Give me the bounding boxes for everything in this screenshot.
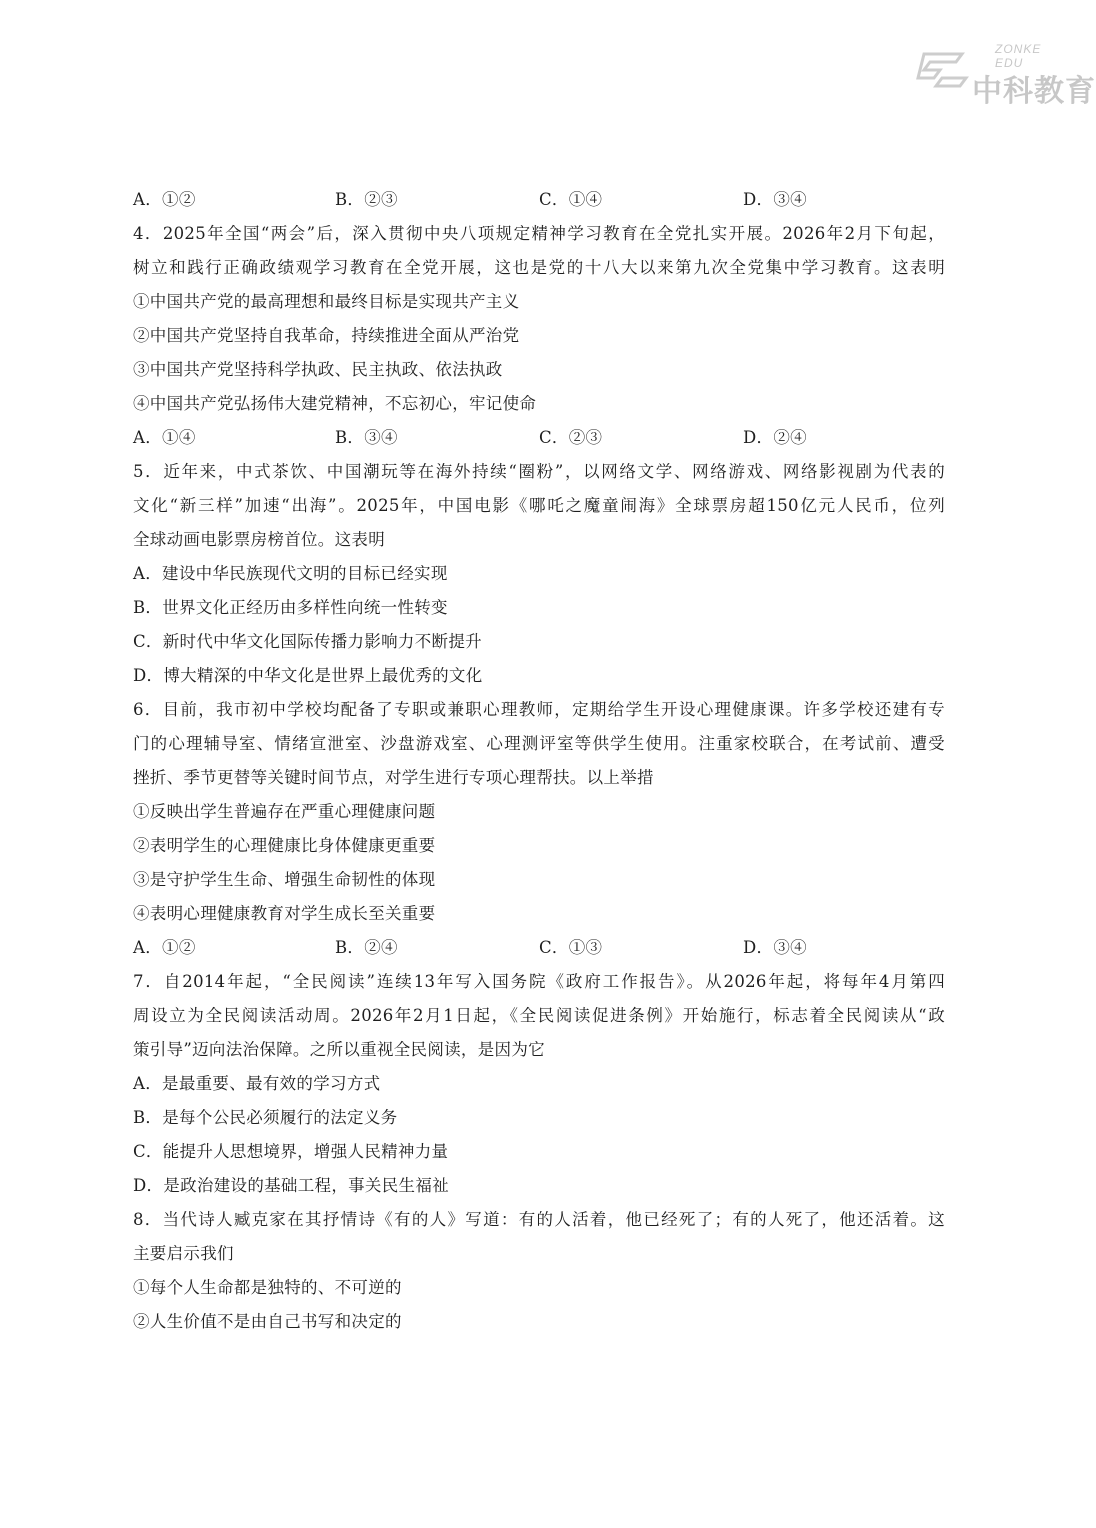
question-content bbox=[133, 183, 953, 1339]
text-line: ②中国共产党坚持自我革命，持续推进全面从严治党 bbox=[133, 326, 520, 345]
text-line: D．博大精深的中华文化是世界上最优秀的文化 bbox=[133, 666, 483, 685]
text-line: 周设立为全民阅读活动周。2026年2月1日起，《全民阅读促进条例》开始施行，标志着全民阅读从“政 bbox=[133, 1006, 945, 1025]
text-line: 6．目前，我市初中学校均配备了专职或兼职心理教师，定期给学生开设心理健康课。许多学校还建有专 bbox=[133, 700, 945, 719]
answer-option: C．②③ bbox=[539, 428, 603, 447]
answer-options-row bbox=[133, 183, 953, 217]
answer-option: A．①④ bbox=[133, 428, 196, 447]
text-line: C．新时代中华文化国际传播力影响力不断提升 bbox=[133, 632, 482, 651]
zonke-logo-icon bbox=[912, 48, 972, 92]
text-line: 树立和践行正确政绩观学习教育在全党开展，这也是党的十八大以来第九次全党集中学习教育。这表明 bbox=[133, 258, 945, 277]
text-line: 主要启示我们 bbox=[133, 1244, 234, 1263]
text-line: ①每个人生命都是独特的、不可逆的 bbox=[133, 1278, 402, 1297]
answer-options-row bbox=[133, 931, 953, 965]
text-line: ④表明心理健康教育对学生成长至关重要 bbox=[133, 904, 436, 923]
text-line: B．是每个公民必须履行的法定义务 bbox=[133, 1108, 398, 1127]
answer-option: A．①② bbox=[133, 190, 196, 209]
text-line: D．是政治建设的基础工程，事关民生福祉 bbox=[133, 1176, 449, 1195]
answer-option: D．②④ bbox=[743, 428, 807, 447]
text-line: 4．2025年全国“两会”后，深入贯彻中央八项规定精神学习教育在全党扎实开展。2026年2月下旬起， bbox=[133, 224, 945, 243]
watermark-english: ZONKE EDU bbox=[995, 42, 1042, 70]
text-line: 全球动画电影票房榜首位。这表明 bbox=[133, 530, 385, 549]
text-line: A．是最重要、最有效的学习方式 bbox=[133, 1074, 381, 1093]
text-line: ④中国共产党弘扬伟大建党精神，不忘初心，牢记使命 bbox=[133, 394, 537, 413]
text-line: 7．自2014年起，“全民阅读”连续13年写入国务院《政府工作报告》。从2026年起，将每年4月第四 bbox=[133, 972, 945, 991]
text-line: ②人生价值不是由自己书写和决定的 bbox=[133, 1312, 402, 1331]
text-line: ①中国共产党的最高理想和最终目标是实现共产主义 bbox=[133, 292, 520, 311]
text-line: 门的心理辅导室、情绪宣泄室、沙盘游戏室、心理测评室等供学生使用。注重家校联合，在考试前、遭受 bbox=[133, 734, 945, 753]
text-line: ①反映出学生普遍存在严重心理健康问题 bbox=[133, 802, 436, 821]
text-line: 策引导”迈向法治保障。之所以重视全民阅读，是因为它 bbox=[133, 1040, 545, 1059]
text-line: ③是守护学生生命、增强生命韧性的体现 bbox=[133, 870, 436, 889]
zonke-edu-watermark bbox=[912, 30, 1096, 110]
answer-option: D．③④ bbox=[743, 938, 807, 957]
text-line: ③中国共产党坚持科学执政、民主执政、依法执政 bbox=[133, 360, 503, 379]
text-line: 5．近年来，中式茶饮、中国潮玩等在海外持续“圈粉”，以网络文学、网络游戏、网络影视剧为代表的 bbox=[133, 462, 945, 481]
answer-option: C．①③ bbox=[539, 938, 603, 957]
text-line: A．建设中华民族现代文明的目标已经实现 bbox=[133, 564, 448, 583]
answer-option: B．③④ bbox=[335, 428, 398, 447]
watermark-chinese: 中科教育 bbox=[972, 74, 1096, 109]
answer-option: B．②③ bbox=[335, 190, 398, 209]
answer-options-row bbox=[133, 421, 953, 455]
text-line: C．能提升人思想境界，增强人民精神力量 bbox=[133, 1142, 449, 1161]
text-line: 文化“新三样”加速“出海”。2025年，中国电影《哪吒之魔童闹海》全球票房超150亿元人民币，位列 bbox=[133, 496, 945, 515]
answer-option: B．②④ bbox=[335, 938, 398, 957]
text-line: 挫折、季节更替等关键时间节点，对学生进行专项心理帮扶。以上举措 bbox=[133, 768, 654, 787]
answer-option: A．①② bbox=[133, 938, 196, 957]
text-line: B．世界文化正经历由多样性向统一性转变 bbox=[133, 598, 448, 617]
text-line: 8．当代诗人臧克家在其抒情诗《有的人》写道：有的人活着，他已经死了；有的人死了，他还活着。这 bbox=[133, 1210, 945, 1229]
text-line: ②表明学生的心理健康比身体健康更重要 bbox=[133, 836, 436, 855]
answer-option: C．①④ bbox=[539, 190, 603, 209]
answer-option: D．③④ bbox=[743, 190, 807, 209]
